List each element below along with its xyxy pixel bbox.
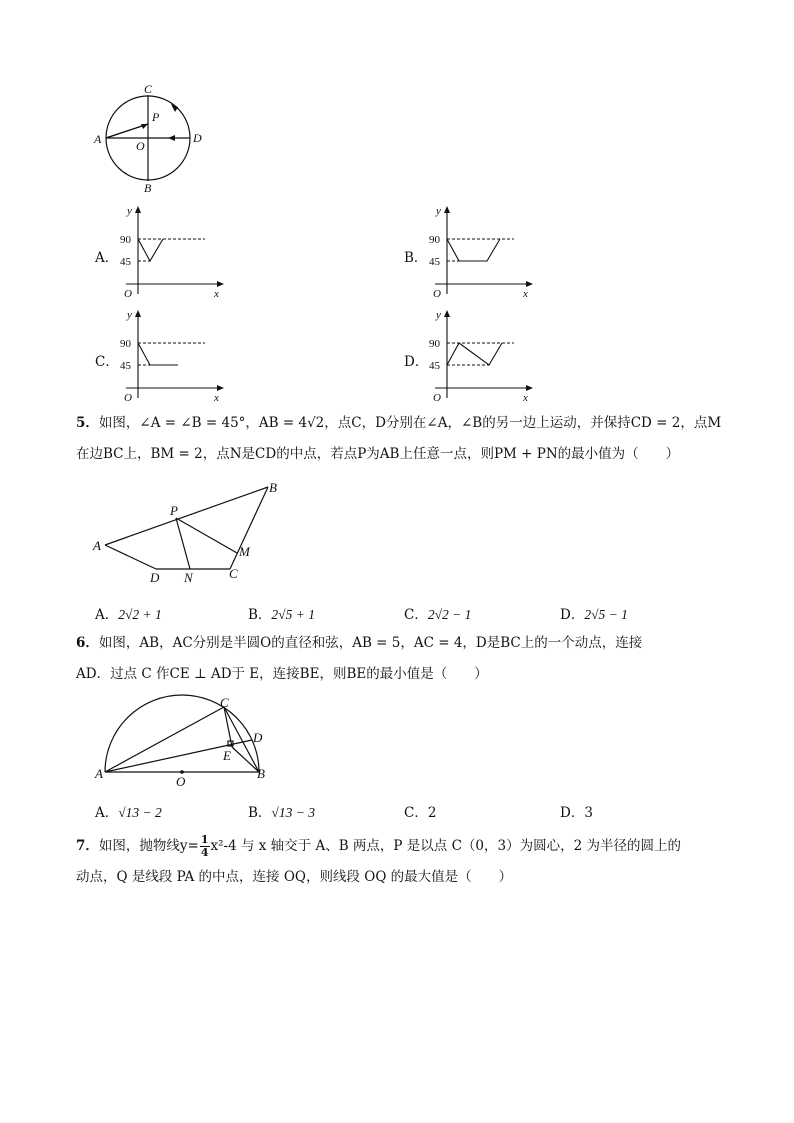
q7-frac-num: 1 (200, 833, 209, 846)
q4c-45: 45 (120, 360, 131, 372)
q6-option-c-value: 2 (427, 805, 437, 821)
q6-option-c[interactable] (404, 801, 436, 821)
q5-label-M: M (239, 544, 250, 559)
q7-frac-den: 4 (200, 846, 209, 859)
q5-line2: 在边BC上，BM = 2，点N是CD的中点，若点P为AB上任意一点，则PM + PN的最小值为（ ） (76, 446, 680, 462)
q4b-y: y (436, 205, 441, 217)
q4-graph-c (118, 306, 238, 406)
q4-label-O: O (136, 139, 145, 153)
q6-question (76, 628, 736, 690)
q6-option-c-label: C． (404, 805, 428, 821)
q4c-y: y (127, 309, 132, 321)
q5-option-d-label: D． (560, 607, 585, 623)
q4-graph-b (427, 202, 547, 302)
q4-label-A: A (94, 132, 102, 146)
q6-line1: 如图，AB，AC分别是半圆O的直径和弦，AB = 5，AC = 4，D是BC上的一个动点，连接 (98, 635, 643, 651)
q4d-y: y (436, 309, 441, 321)
q5-question (76, 408, 736, 470)
q5-option-c[interactable] (404, 603, 471, 623)
q5-label-C: C (229, 566, 238, 581)
q6-label-O: O (176, 774, 186, 789)
q4a-45: 45 (120, 256, 131, 268)
q6-option-b-value: √13 − 3 (271, 805, 315, 820)
q4a-x: x (214, 288, 219, 300)
q5-option-b[interactable] (248, 603, 315, 623)
q6-label-B: B (257, 766, 265, 781)
q5-label-B: B (269, 480, 277, 495)
q6-option-a[interactable] (95, 801, 162, 821)
q6-line2: AD．过点 C 作CE ⊥ AD于 E，连接BE，则BE的最小值是（ ） (76, 666, 488, 682)
q4d-x: x (523, 392, 528, 404)
q4a-o: O (124, 288, 132, 300)
q5-label-A: A (93, 538, 101, 553)
q5-line1: 如图，∠A = ∠B = 45°，AB = 4√2，点C，D分别在∠A，∠B的另一边上运动，并保持CD = 2，点M (98, 415, 722, 431)
q5-option-a[interactable] (95, 603, 162, 623)
q4b-x: x (523, 288, 528, 300)
q5-option-c-label: C． (404, 607, 428, 623)
q4d-o: O (433, 392, 441, 404)
q7-number: 7． (76, 838, 99, 854)
q6-option-b-label: B． (248, 805, 272, 821)
q6-label-E: E (223, 748, 231, 763)
q4-option-d-label[interactable]: D． (404, 354, 429, 370)
q4-option-b-label[interactable]: B． (404, 250, 428, 266)
q4-label-D: D (193, 131, 202, 145)
q6-option-d-value: 3 (584, 805, 593, 821)
q4-graph-a (118, 202, 238, 302)
q6-option-d[interactable] (560, 801, 593, 821)
q5-option-a-value: 2√2 + 1 (118, 607, 162, 622)
q5-option-a-label: A． (95, 607, 119, 623)
q5-label-P: P (170, 503, 178, 518)
q4b-45: 45 (429, 256, 440, 268)
q7-line1-b: x²-4 与 x 轴交于 A、B 两点，P 是以点 C（0，3）为圆心，2 为半径的圆上的 (210, 838, 681, 854)
q5-option-c-value: 2√2 − 1 (427, 607, 472, 622)
q7-line1-a: 如图，抛物线y= (98, 838, 199, 854)
q4-option-c-label[interactable]: C． (95, 354, 119, 370)
q4-label-B: B (144, 181, 152, 195)
q6-label-D: D (253, 730, 263, 745)
q6-option-b[interactable] (248, 801, 315, 821)
q5-label-N: N (184, 570, 193, 585)
q4a-90: 90 (120, 234, 131, 246)
q4b-o: O (433, 288, 441, 300)
q7-question (76, 831, 736, 893)
q4-label-P: P (152, 110, 160, 124)
q6-option-a-value: √13 − 2 (118, 805, 162, 820)
q4-graph-d (427, 306, 547, 406)
q6-option-d-label: D． (560, 805, 585, 821)
q4b-90: 90 (429, 234, 440, 246)
q5-option-b-label: B． (248, 607, 272, 623)
q4-label-C: C (144, 82, 153, 96)
q4c-90: 90 (120, 338, 131, 350)
q5-label-D: D (150, 570, 160, 585)
q6-label-A: A (95, 766, 103, 781)
q5-option-d[interactable] (560, 603, 628, 623)
q6-label-C: C (220, 695, 229, 710)
q5-number: 5． (76, 415, 99, 431)
q4d-90: 90 (429, 338, 440, 350)
q7-line2: 动点，Q 是线段 PA 的中点，连接 OQ，则线段 OQ 的最大值是（ ） (76, 869, 513, 885)
q4c-o: O (124, 392, 132, 404)
q5-option-b-value: 2√5 + 1 (271, 607, 315, 622)
q4d-45: 45 (429, 360, 440, 372)
q6-option-a-label: A． (95, 805, 119, 821)
q7-fraction (200, 834, 210, 859)
q4-option-a-label[interactable]: A． (95, 250, 119, 266)
q5-option-d-value: 2√5 − 1 (584, 607, 628, 622)
q4a-y: y (127, 205, 132, 217)
q4c-x: x (214, 392, 219, 404)
q6-number: 6． (76, 635, 99, 651)
